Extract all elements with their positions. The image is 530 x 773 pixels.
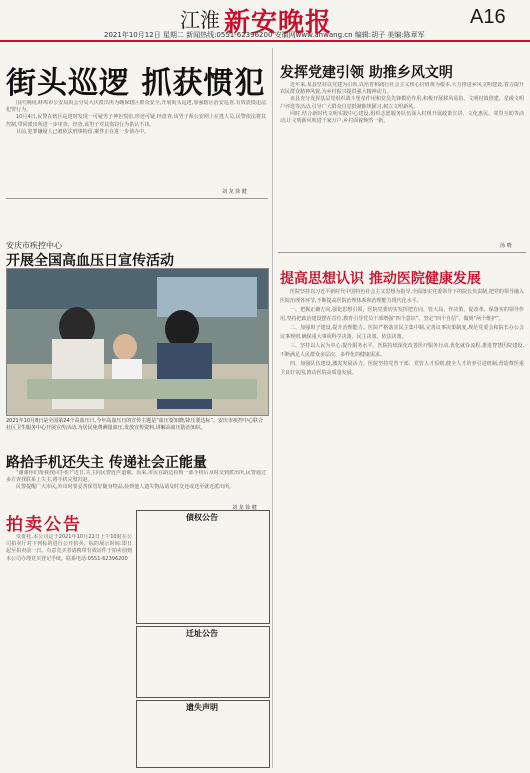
section-divider xyxy=(278,252,526,253)
story-paragraph: 近年来,某县坚持以党建为引领,以培育和践行社会主义核心价值观为根本,大力推进乡风文明建设,着力提升农民群众精神风貌,为乡村振兴提供强大精神动力。 xyxy=(280,82,524,96)
notice-title-relocation: 迁址公告 xyxy=(186,629,218,638)
story-party xyxy=(280,82,524,240)
story-paragraph: 同时,结合新时代文明实践中心建设,组织志愿服务队伍深入村组开展政策宣讲、文化惠民、邻里互助等活动,让文明新风吹进千家万户,乡村面貌焕然一新。 xyxy=(280,110,524,125)
photo-caption: 2021年10月8日是全国第24个高血压日,今年高血压日的宣传主题是“血压要知晓,降压要达标”。安庆市疾控中心联合社区卫生服务中心开展宣传活动,为居民免费测量血压,发放宣传资料,讲解高血压防治知识。 xyxy=(6,418,263,431)
auction-notice xyxy=(6,534,132,764)
story-paragraph: 目前,犯罪嫌疑人已被依法刑事拘留,案件正在进一步侦办中。 xyxy=(16,128,150,135)
auction-title: 拍卖公告 xyxy=(6,515,82,535)
story-paragraph: 民警提醒广大市民,外出时要妥善保管好随身物品,捡到他人遗失物品请及时交还或送至就近派出所。 xyxy=(16,484,235,491)
headline-hospital: 提高思想认识 推动医院健康发展 xyxy=(280,271,481,287)
masthead-brand-logo: 新安晚报 xyxy=(224,8,333,38)
story-paragraph: 一、把握正确方向,强化思想引领。医院党委切实发挥把方向、管大局、作决策、促改革、保落实的领导作用,坚持把政治建设摆在首位,教育引导党员干部增强“四个意识”、坚定“四个自信”、做到“两个维护”。 xyxy=(280,307,524,322)
headline-hypertension: 开展全国高血压日宣传活动 xyxy=(6,253,174,269)
auction-paragraph: 受委托,本公司定于2021年10月22日上午10时在公司拍卖厅对下列标的进行公开拍卖。标的展示时间:即日起至拍卖前一日。有意竞买者请携带有效证件于拍卖前到本公司办理竞买登记手续。联系电话:0551-62396200 xyxy=(6,534,132,562)
event-photo xyxy=(6,268,269,416)
headline-phone: 路拾手机还失主 传递社会正能量 xyxy=(6,455,207,471)
event-photo-illustration xyxy=(7,269,268,415)
kicker-cdc: 安庆市疾控中心 xyxy=(6,241,62,250)
story-paragraph: 该县充分发挥基层党组织战斗堡垒作用和党员先锋模范作用,积极开展移风易俗、文明村镇创建、星级文明户评选等活动,引导广大群众自觉抵制陈规陋习,树立文明新风。 xyxy=(280,96,524,110)
masthead-info: 2021年10月12日 星期二 新闻热线:0551-62396200 安徽网www.ahwang.cn 编辑:胡子 美编:陈章军 xyxy=(104,31,425,39)
story-paragraph: 二、加强班子建设,提升治理能力。医院严格落实民主集中制,完善议事决策制度,规范党委会和院长办公会议事规则,确保重大事项科学决策、民主决策、依法决策。 xyxy=(280,325,524,340)
story-paragraph: 三、坚持以人民为中心,提升服务水平。医院持续深化改善医疗服务行动,优化就诊流程,推进智慧医院建设,不断满足人民群众多层次、多样化的健康需求。 xyxy=(280,343,524,358)
story-phone xyxy=(6,470,266,504)
column-divider xyxy=(272,48,273,768)
page-number: A16 xyxy=(470,6,506,28)
masthead-rule xyxy=(0,40,530,42)
byline-patrol: 刘 龙 徐 健 xyxy=(222,189,247,195)
story-paragraph: 10月4日,民警在辖区巡逻时发现一可疑男子神色慌张,形迹可疑,经盘查,该男子系公安网上在逃人员,民警依法将其控制,带回派出所进一步审查。经查,该男子对其盗窃行为供认不讳。 xyxy=(6,114,266,128)
byline-party: 汤 晓 xyxy=(500,243,512,249)
notice-title-lost: 遗失声明 xyxy=(186,703,218,712)
headline-party: 发挥党建引领 助推乡风文明 xyxy=(280,65,453,81)
story-paragraph: “谢谢你们帮我找回手机!”近日,失主向民警连声道谢。原来,市民在路边捡到一部手机后及时交到派出所,民警通过多方查找联系上失主,将手机完璧归赵。 xyxy=(6,470,266,484)
section-divider xyxy=(6,198,268,199)
story-hospital xyxy=(280,288,524,766)
notice-box-debt xyxy=(136,510,270,624)
headline-patrol: 街头巡逻 抓获惯犯 xyxy=(6,66,266,101)
notice-title-debt: 债权公告 xyxy=(186,513,218,522)
story-paragraph: 医院坚持以习近平新时代中国特色社会主义思想为指导,全面落实党委领导下的院长负责制,把党的领导融入医院治理各环节,不断提高医院治理体系和治理能力现代化水平。 xyxy=(280,289,524,304)
masthead-region: 江淮 xyxy=(180,8,220,32)
story-paragraph: 国庆期间,蚌埠市公安局禹会分局大庆派出所为确保辖区群众安全,开展街头巡逻,加强辖区治安巡查,有效震慑违法犯罪行为。 xyxy=(6,100,266,114)
story-patrol xyxy=(6,100,266,186)
byline-phone: 刘 龙 徐 健 xyxy=(232,505,257,511)
story-paragraph: 四、加强队伍建设,激发发展活力。医院坚持党管干部、党管人才原则,健全人才培养引进机制,营造尊医重卫良好氛围,推动医院高质量发展。 xyxy=(280,361,524,376)
